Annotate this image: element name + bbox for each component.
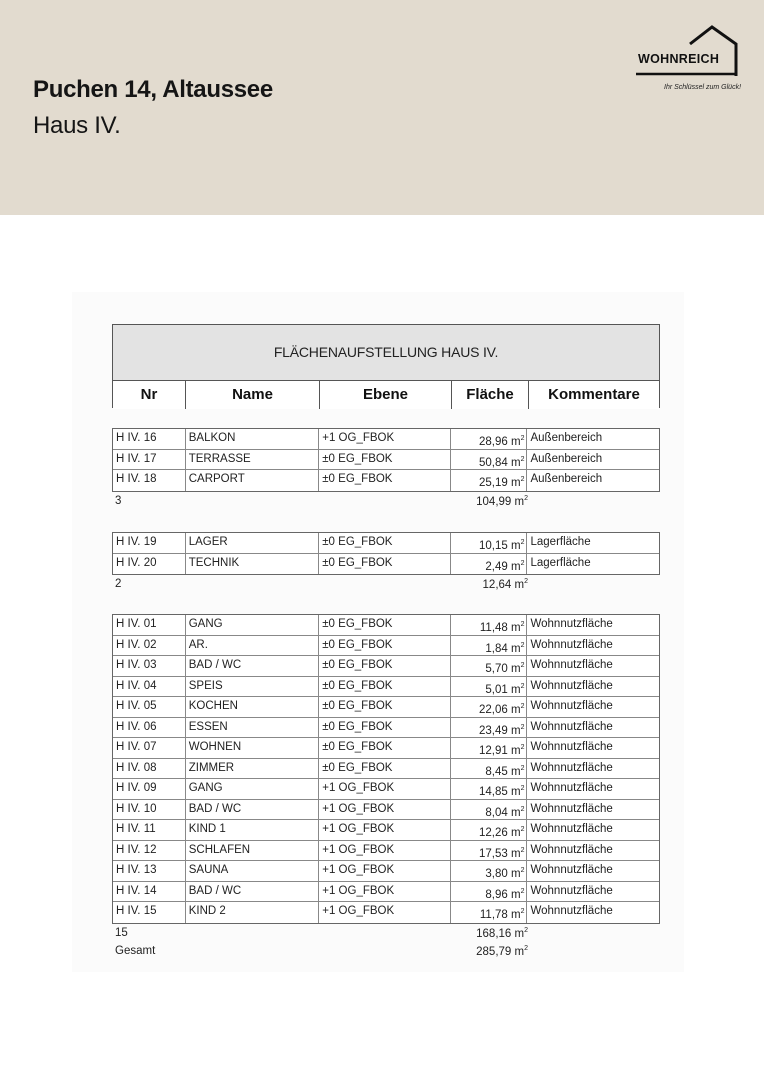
table-row	[113, 902, 659, 923]
table-row	[113, 615, 659, 636]
table-row	[113, 738, 659, 759]
cell-flaeche: 14,85 $m^2$	[451, 779, 528, 799]
cell-flaeche: 5,70 $m^2$	[451, 656, 528, 676]
grand-total-row	[112, 945, 660, 963]
cell-ebene: +1 OG_FBOK	[319, 820, 451, 840]
cell-kommentar: Wohnnutzfläche	[530, 679, 613, 692]
cell-nr: H IV. 16	[113, 429, 186, 449]
cell-name: ESSEN	[186, 718, 320, 738]
group-total: 12,64 $m^2$	[482, 578, 528, 591]
table-group	[112, 614, 660, 924]
cell-flaeche: 12,91 $m^2$	[451, 738, 528, 758]
cell-name: SAUNA	[186, 861, 320, 881]
cell-kommentar: Wohnnutzfläche	[530, 864, 613, 876]
table-row	[113, 779, 659, 800]
cell-kommentar: Wohnnutzfläche	[530, 905, 613, 917]
cell-ebene: ±0 EG_FBOK	[319, 470, 451, 491]
cell-flaeche: 1,84 $m^2$	[451, 636, 528, 656]
table-row	[113, 697, 659, 718]
table-row	[113, 554, 659, 575]
table-row	[113, 656, 659, 677]
cell-flaeche: 8,45 $m^2$	[451, 759, 528, 779]
cell-flaeche: 3,80 $m^2$	[451, 861, 528, 881]
cell-kommentar: Außenbereich	[530, 473, 603, 485]
cell-flaeche: 11,78 $m^2$	[451, 902, 528, 923]
cell-name: LAGER	[186, 533, 320, 553]
table-row	[113, 820, 659, 841]
table-row	[113, 800, 659, 821]
group-subtotal-row	[112, 495, 660, 513]
cell-name: ZIMMER	[186, 759, 320, 779]
column-header-name: Name	[186, 381, 320, 409]
cell-name: SCHLAFEN	[186, 841, 320, 861]
cell-flaeche: 8,04 $m^2$	[451, 800, 528, 820]
cell-nr: H IV. 14	[113, 882, 186, 902]
page-header	[0, 0, 764, 215]
cell-kommentar: Lagerfläche	[530, 556, 591, 569]
cell-kommentar: Wohnnutzfläche	[530, 884, 613, 897]
column-header-nr: Nr	[113, 381, 186, 409]
table-row	[113, 636, 659, 657]
cell-ebene: ±0 EG_FBOK	[319, 718, 451, 738]
cell-nr: H IV. 11	[113, 820, 186, 840]
cell-flaeche: 28,96 $m^2$	[451, 429, 528, 449]
cell-kommentar: Wohnnutzfläche	[530, 638, 613, 651]
cell-name: BAD / WC	[186, 800, 320, 820]
cell-name: KIND 2	[186, 902, 320, 923]
cell-nr: H IV. 06	[113, 718, 186, 738]
table-row	[113, 841, 659, 862]
cell-ebene: ±0 EG_FBOK	[319, 450, 451, 470]
cell-name: KOCHEN	[186, 697, 320, 717]
group-total: 168,16 $m^2$	[476, 926, 528, 940]
cell-ebene: ±0 EG_FBOK	[319, 636, 451, 656]
cell-flaeche: 10,15 $m^2$	[451, 533, 528, 553]
cell-kommentar: Wohnnutzfläche	[530, 618, 613, 630]
cell-nr: H IV. 07	[113, 738, 186, 758]
table-row	[113, 677, 659, 698]
cell-kommentar: Wohnnutzfläche	[530, 700, 613, 712]
cell-flaeche: 8,96 $m^2$	[451, 882, 528, 902]
cell-kommentar: Lagerfläche	[530, 536, 591, 548]
logo-tagline: Ihr Schlüssel zum Glück!	[664, 84, 742, 91]
table-row	[113, 450, 659, 471]
cell-ebene: ±0 EG_FBOK	[319, 738, 451, 758]
cell-kommentar: Außenbereich	[530, 432, 603, 444]
cell-flaeche: 50,84 $m^2$	[451, 450, 528, 470]
cell-name: BALKON	[186, 429, 320, 449]
brand-logo	[632, 24, 742, 98]
cell-nr: H IV. 09	[113, 779, 186, 799]
table-row	[113, 470, 659, 491]
cell-ebene: ±0 EG_FBOK	[319, 656, 451, 676]
column-header-ebene: Ebene	[320, 381, 452, 409]
cell-nr: H IV. 08	[113, 759, 186, 779]
cell-flaeche: 22,06 $m^2$	[451, 697, 528, 717]
cell-nr: H IV. 10	[113, 800, 186, 820]
cell-flaeche: 2,49 $m^2$	[451, 554, 528, 575]
group-total: 104,99 $m^2$	[476, 494, 528, 508]
cell-kommentar: Wohnnutzfläche	[530, 659, 613, 671]
cell-nr: H IV. 13	[113, 861, 186, 881]
cell-name: TECHNIK	[186, 554, 320, 575]
cell-nr: H IV. 12	[113, 841, 186, 861]
logo-name: WOHNREICH	[638, 52, 720, 66]
page-title: Puchen 14, Altaussee	[33, 76, 273, 103]
cell-name: GANG	[186, 615, 320, 635]
page-subtitle: Haus IV.	[33, 112, 121, 139]
cell-flaeche: 23,49 $m^2$	[451, 718, 528, 738]
group-subtotal-row	[112, 927, 660, 945]
table-row	[113, 718, 659, 739]
cell-nr: H IV. 18	[113, 470, 186, 491]
cell-nr: H IV. 02	[113, 636, 186, 656]
group-count: 3	[115, 494, 122, 507]
table-group	[112, 428, 660, 492]
column-header-kommentare: Kommentare	[548, 386, 640, 403]
cell-name: BAD / WC	[186, 656, 320, 676]
grand-total-value: 285,79 $m^2$	[476, 945, 528, 958]
table-row	[113, 882, 659, 903]
cell-ebene: +1 OG_FBOK	[319, 841, 451, 861]
cell-kommentar: Wohnnutzfläche	[530, 782, 613, 794]
table-header	[112, 324, 660, 408]
cell-nr: H IV. 01	[113, 615, 186, 635]
column-header-flaeche: Fläche	[452, 381, 529, 409]
cell-name: AR.	[186, 636, 320, 656]
cell-nr: H IV. 04	[113, 677, 186, 697]
cell-ebene: +1 OG_FBOK	[319, 861, 451, 881]
cell-nr: H IV. 17	[113, 450, 186, 470]
cell-ebene: +1 OG_FBOK	[319, 902, 451, 923]
cell-flaeche: 17,53 $m^2$	[451, 841, 528, 861]
cell-ebene: ±0 EG_FBOK	[319, 677, 451, 697]
table-row	[113, 533, 659, 554]
group-subtotal-row	[112, 578, 660, 596]
cell-flaeche: 5,01 $m^2$	[451, 677, 528, 697]
cell-nr: H IV. 15	[113, 902, 186, 923]
cell-kommentar: Wohnnutzfläche	[530, 741, 613, 753]
cell-kommentar: Wohnnutzfläche	[530, 761, 613, 774]
grand-total-label: Gesamt	[115, 945, 156, 957]
cell-nr: H IV. 19	[113, 533, 186, 553]
cell-ebene: ±0 EG_FBOK	[319, 759, 451, 779]
table-row	[113, 861, 659, 882]
cell-name: GANG	[186, 779, 320, 799]
cell-kommentar: Außenbereich	[530, 452, 603, 465]
group-count: 2	[115, 578, 122, 590]
cell-nr: H IV. 05	[113, 697, 186, 717]
cell-ebene: ±0 EG_FBOK	[319, 554, 451, 575]
cell-name: BAD / WC	[186, 882, 320, 902]
cell-kommentar: Wohnnutzfläche	[530, 802, 613, 815]
table-title: FLÄCHENAUFSTELLUNG HAUS IV.	[113, 325, 659, 381]
table-group	[112, 532, 660, 575]
group-count: 15	[115, 926, 128, 939]
cell-ebene: ±0 EG_FBOK	[319, 697, 451, 717]
cell-kommentar: Wohnnutzfläche	[530, 823, 613, 835]
cell-name: CARPORT	[186, 470, 320, 491]
cell-name: WOHNEN	[186, 738, 320, 758]
cell-ebene: ±0 EG_FBOK	[319, 533, 451, 553]
cell-ebene: +1 OG_FBOK	[319, 882, 451, 902]
cell-kommentar: Wohnnutzfläche	[530, 720, 613, 733]
cell-name: TERRASSE	[186, 450, 320, 470]
cell-flaeche: 11,48 $m^2$	[451, 615, 528, 635]
cell-nr: H IV. 20	[113, 554, 186, 575]
cell-ebene: ±0 EG_FBOK	[319, 615, 451, 635]
cell-nr: H IV. 03	[113, 656, 186, 676]
table-row	[113, 429, 659, 450]
cell-ebene: +1 OG_FBOK	[319, 779, 451, 799]
cell-kommentar: Wohnnutzfläche	[530, 843, 613, 856]
cell-ebene: +1 OG_FBOK	[319, 800, 451, 820]
cell-name: SPEIS	[186, 677, 320, 697]
cell-name: KIND 1	[186, 820, 320, 840]
column-header-row	[113, 381, 659, 409]
cell-flaeche: 25,19 $m^2$	[451, 470, 528, 491]
cell-ebene: +1 OG_FBOK	[319, 429, 451, 449]
table-row	[113, 759, 659, 780]
cell-flaeche: 12,26 $m^2$	[451, 820, 528, 840]
